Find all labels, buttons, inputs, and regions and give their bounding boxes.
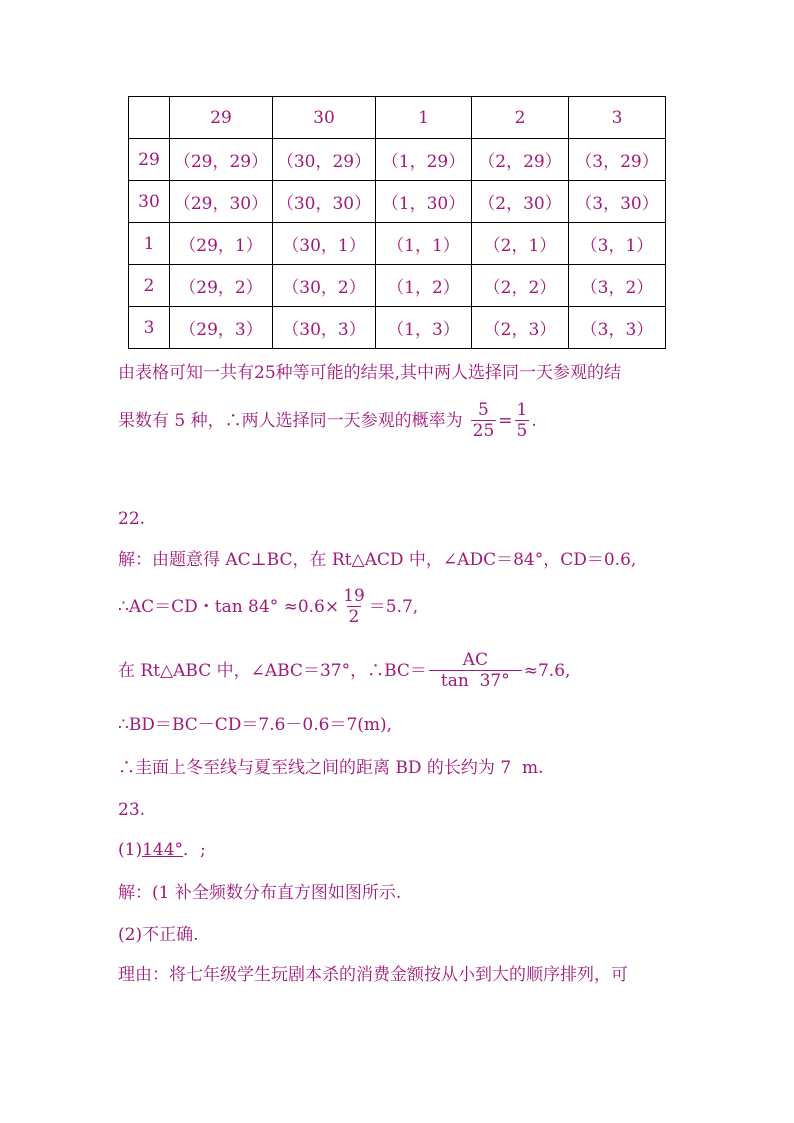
table-row <box>129 223 666 265</box>
table-cell: （29，29） <box>170 139 273 181</box>
problem-22-number: 22. <box>118 509 146 529</box>
table-cell: （29，3） <box>170 307 273 349</box>
probability-fraction-1-5 <box>515 400 530 441</box>
p22-line3-text: 在 Rt△ABC 中，∠ABC＝37°，∴BC＝ <box>118 660 427 681</box>
table-cell: （30，1） <box>273 223 376 265</box>
fraction-denominator: 5 <box>516 421 528 441</box>
problem-23-number: 23. <box>118 800 146 820</box>
p22-line4: ∴BD＝BC－CD＝7.6－0.6＝7(m), <box>118 715 393 735</box>
p23-line3: (2)不正确. <box>118 925 199 945</box>
fraction-ac-over-tan37 <box>429 650 522 691</box>
p23-line2: 解：(1 补全频数分布直方图如图所示. <box>118 883 402 903</box>
table-cell: （1，2） <box>376 265 472 307</box>
table-cell: （1，29） <box>376 139 472 181</box>
table-cell: 3 <box>569 97 666 139</box>
table-cell: 1 <box>129 223 170 265</box>
table-cell: 30 <box>129 181 170 223</box>
table-row <box>129 265 666 307</box>
table-cell: （2，2） <box>472 265 569 307</box>
table-cell: （2，3） <box>472 307 569 349</box>
table-cell: （30，2） <box>273 265 376 307</box>
table-cell: 2 <box>472 97 569 139</box>
table-cell: （1，1） <box>376 223 472 265</box>
fraction-denominator: 2 <box>348 607 360 627</box>
fraction-19-2 <box>341 586 367 627</box>
table-cell: （3，2） <box>569 265 666 307</box>
table-cell: （3，29） <box>569 139 666 181</box>
item-label: (1) <box>118 840 143 860</box>
table-row <box>129 139 666 181</box>
table-cell: （2，1） <box>472 223 569 265</box>
table-cell: （1，3） <box>376 307 472 349</box>
table-cell: 2 <box>129 265 170 307</box>
table-cell: （29，30） <box>170 181 273 223</box>
table-cell: （3，30） <box>569 181 666 223</box>
table-cell: （30，30） <box>273 181 376 223</box>
table-row <box>129 307 666 349</box>
p23-line4: 理由：将七年级学生玩剧本杀的消费金额按从小到大的顺序排列，可 <box>118 965 628 985</box>
table-cell: （3，1） <box>569 223 666 265</box>
outcome-table <box>128 96 666 349</box>
p23-item1 <box>118 840 206 860</box>
p22-line5: ∴圭面上冬至线与夏至线之间的距离 BD 的长约为 7 m. <box>118 758 544 778</box>
p21-line2 <box>118 400 537 441</box>
table-cell: 29 <box>170 97 273 139</box>
table-cell: （29，2） <box>170 265 273 307</box>
table-cell: （3，3） <box>569 307 666 349</box>
equals-sign: = <box>498 410 513 431</box>
p22-line2 <box>118 586 418 627</box>
fraction-numerator: AC <box>462 650 488 670</box>
p22-line3-result: ≈7.6, <box>523 660 571 681</box>
p22-line1: 解：由题意得 AC⊥BC，在 Rt△ACD 中，∠ADC＝84°，CD＝0.6, <box>118 550 637 570</box>
table-cell: （2，29） <box>472 139 569 181</box>
item-end: ．; <box>183 840 206 860</box>
p21-line1: 由表格可知一共有25种等可能的结果,其中两人选择同一天参观的结 <box>118 363 622 383</box>
table-cell <box>129 97 170 139</box>
table-row <box>129 181 666 223</box>
p21-line2-text: 果数有 5 种，∴两人选择同一天参观的概率为 <box>118 410 463 431</box>
table-cell: 29 <box>129 139 170 181</box>
p22-line3 <box>118 650 570 691</box>
fraction-denominator: tan 37° <box>429 670 522 691</box>
table-cell: 30 <box>273 97 376 139</box>
fraction-numerator: 1 <box>516 400 528 420</box>
table-cell: （30，29） <box>273 139 376 181</box>
period: . <box>531 410 537 431</box>
table-cell: （29，1） <box>170 223 273 265</box>
p22-line2-result: ＝5.7, <box>368 596 419 617</box>
fraction-denominator: 25 <box>472 421 495 441</box>
table-cell: 1 <box>376 97 472 139</box>
table-row <box>129 97 666 139</box>
fraction-numerator: 19 <box>343 586 365 606</box>
table-cell: （1，30） <box>376 181 472 223</box>
answer-144-degrees: 144° <box>142 840 184 860</box>
fraction-numerator: 5 <box>478 400 489 420</box>
table-cell: 3 <box>129 307 170 349</box>
probability-fraction-5-25 <box>471 400 497 441</box>
table-cell: （30，3） <box>273 307 376 349</box>
p22-line2-text: ∴AC＝CD・tan 84° ≈0.6× <box>118 596 340 617</box>
table-cell: （2，30） <box>472 181 569 223</box>
